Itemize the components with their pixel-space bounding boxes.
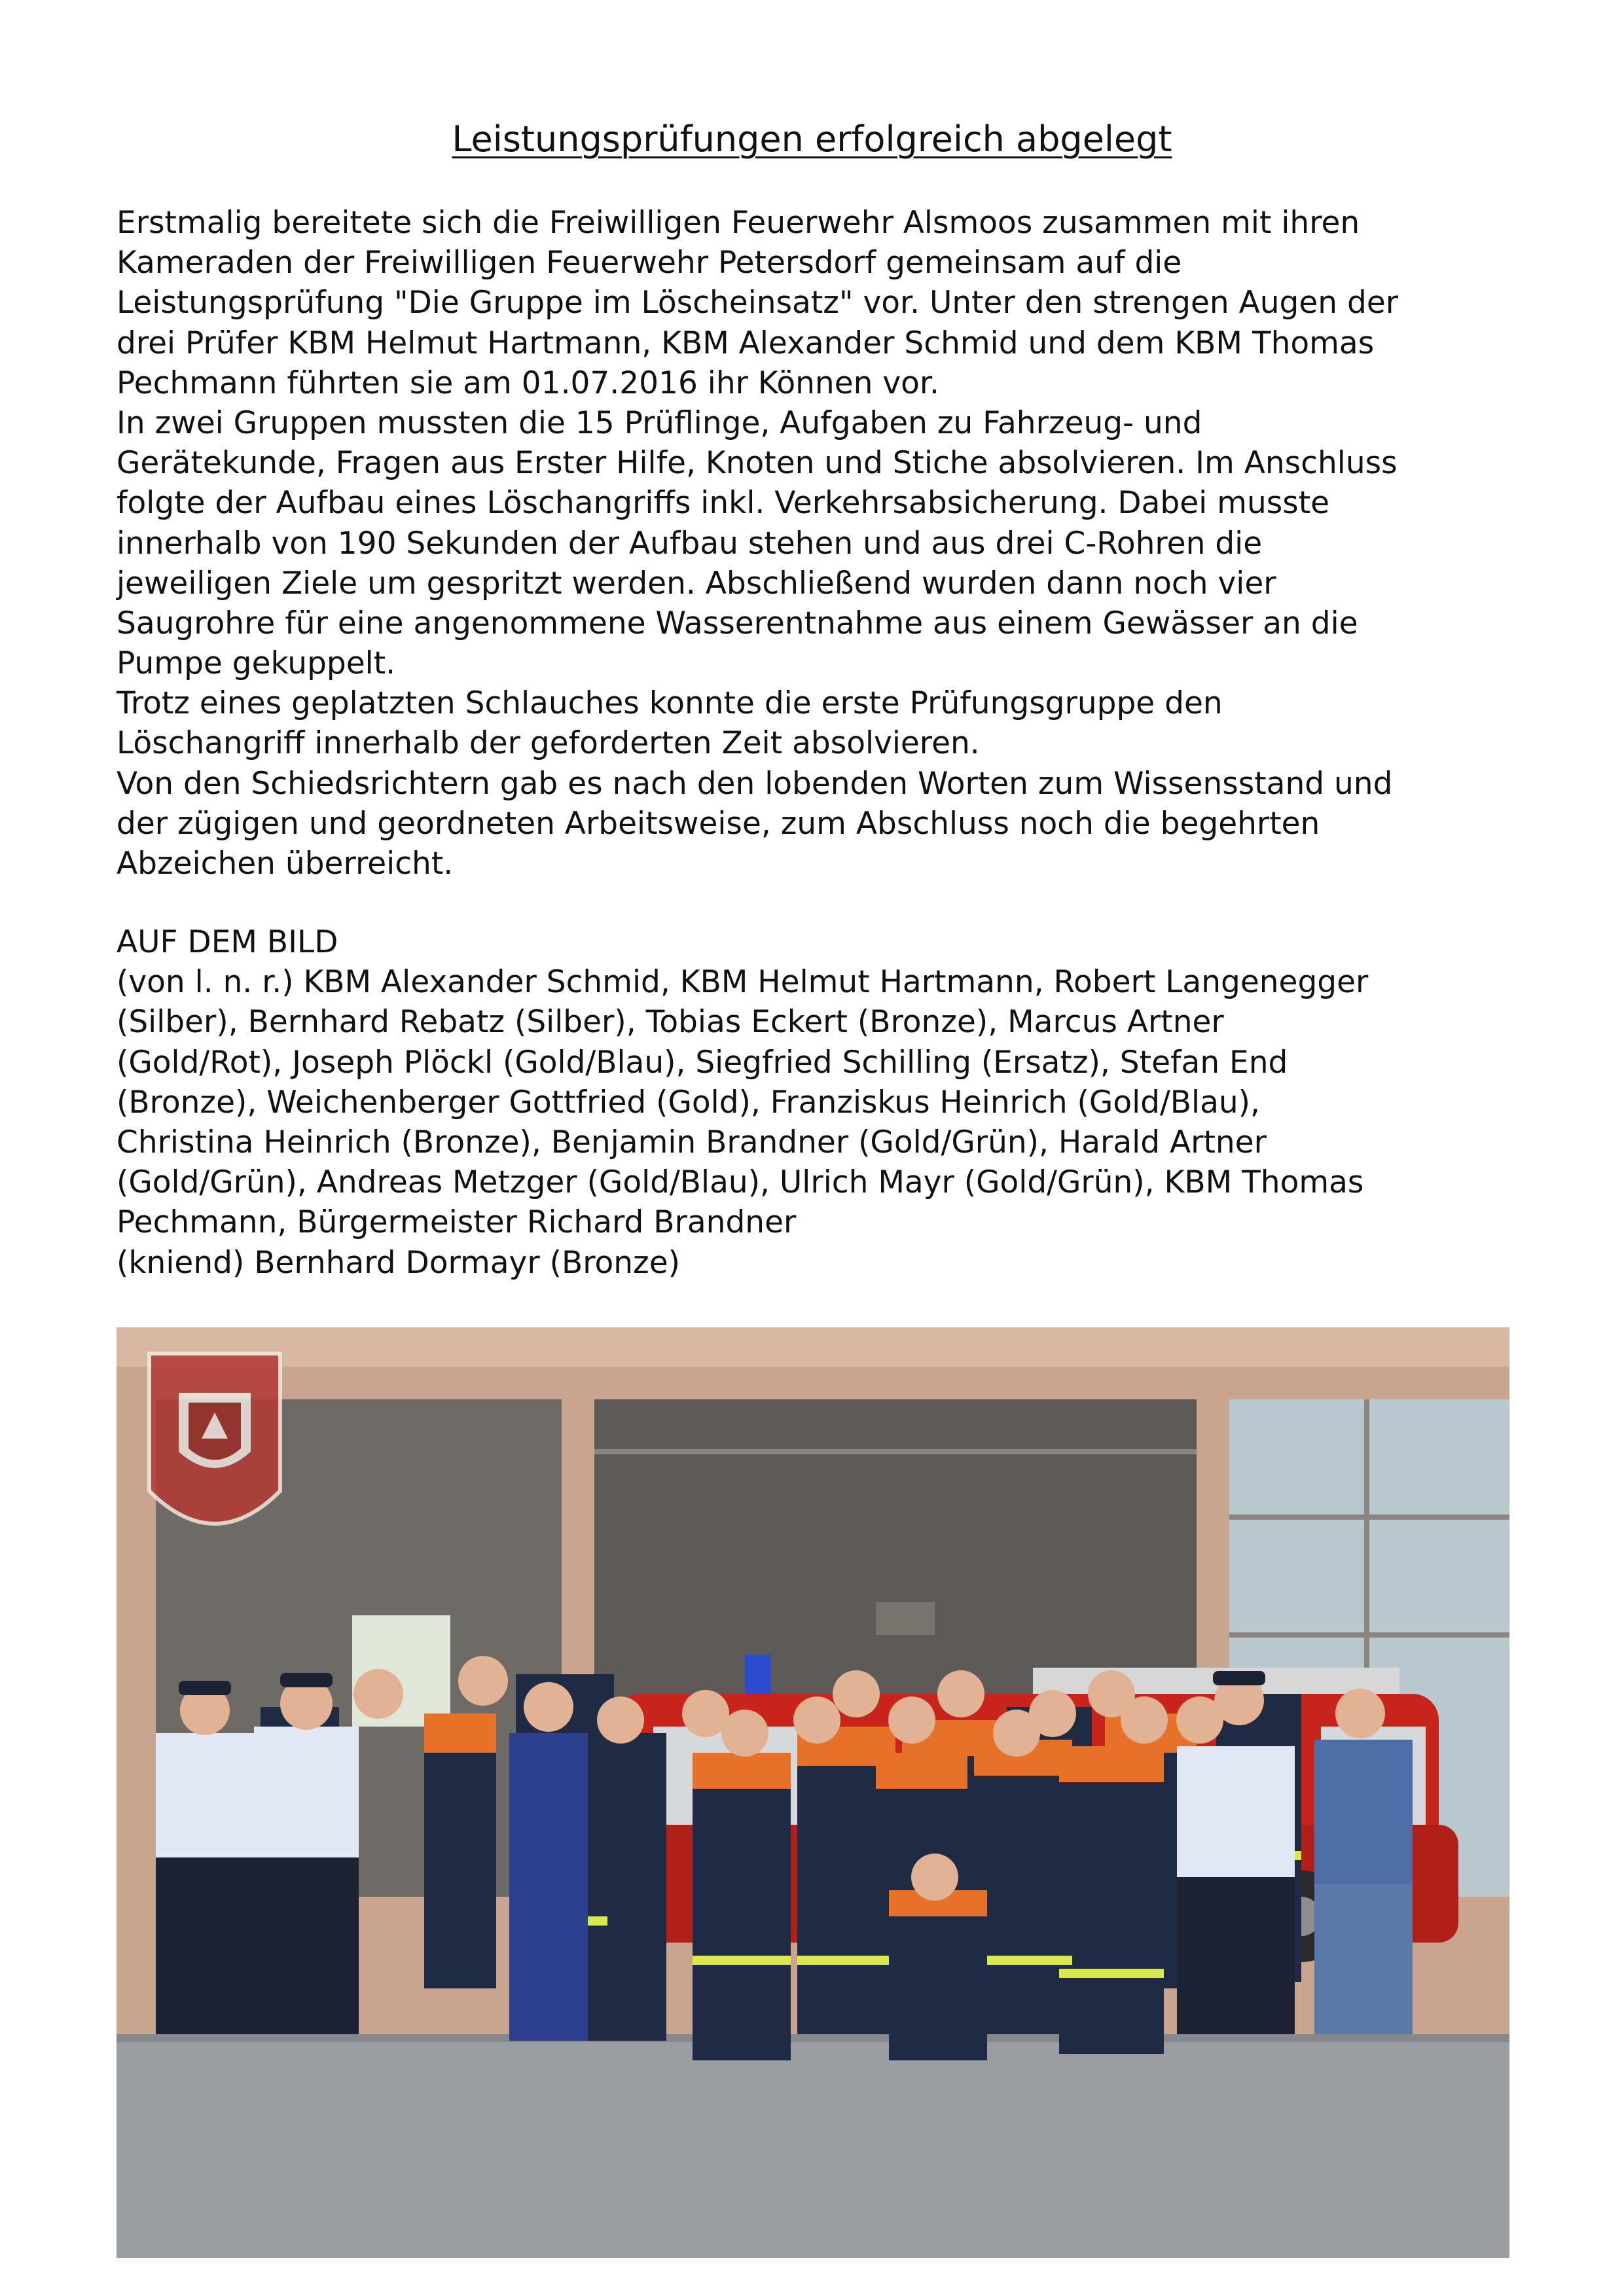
body-line: folgte der Aufbau eines Löschangriffs inkl. Verkehrsabsicherung. Dabei musste	[117, 485, 1330, 522]
caption-line: Christina Heinrich (Bronze), Benjamin Brandner (Gold/Grün), Harald Artner	[117, 1124, 1267, 1160]
body-line: Erstmalig bereitete sich die Freiwilligen Feuerwehr Alsmoos zusammen mit ihren	[117, 205, 1360, 241]
body-line: Löschangriff innerhalb der geforderten Zeit absolvieren.	[117, 725, 980, 762]
caption-line: (Gold/Rot), Joseph Plöckl (Gold/Blau), Siegfried Schilling (Ersatz), Stefan End	[117, 1044, 1288, 1081]
photo-caption	[117, 922, 1517, 1283]
caption-line: (kniend) Bernhard Dormayr (Bronze)	[117, 1244, 680, 1281]
body-line: innerhalb von 190 Sekunden der Aufbau stehen und aus drei C-Rohren die	[117, 525, 1263, 562]
group-photo-illustration	[117, 1327, 1509, 2258]
caption-line: Pechmann, Bürgermeister Richard Brandner	[117, 1204, 797, 1241]
page-title: Leistungsprüfungen erfolgreich abgelegt	[452, 118, 1172, 160]
caption-line: (Silber), Bernhard Rebatz (Silber), Tobias Eckert (Bronze), Marcus Artner	[117, 1004, 1224, 1041]
body-line: der zügigen und geordneten Arbeitsweise, zum Abschluss noch die begehrten	[117, 805, 1320, 842]
body-line: Abzeichen überreicht.	[117, 846, 454, 882]
article-body	[117, 203, 1517, 884]
body-line: In zwei Gruppen mussten die 15 Prüflinge, Aufgaben zu Fahrzeug- und	[117, 404, 1202, 441]
caption-heading: AUF DEM BILD	[117, 924, 338, 960]
caption-line: (von l. n. r.) KBM Alexander Schmid, KBM Helmut Hartmann, Robert Langenegger	[117, 964, 1369, 1001]
fire-brigade-logo	[149, 1354, 280, 1524]
caption-line: (Bronze), Weichenberger Gottfried (Gold), Franziskus Heinrich (Gold/Blau),	[117, 1084, 1260, 1121]
ground	[117, 2034, 1509, 2258]
body-line: Pechmann führten sie am 01.07.2016 ihr Können vor.	[117, 365, 939, 401]
body-line: Leistungsprüfung "Die Gruppe im Löscheinsatz" vor. Unter den strengen Augen der	[117, 285, 1399, 321]
body-line: Von den Schiedsrichtern gab es nach den lobenden Worten zum Wissensstand und	[117, 765, 1393, 802]
body-line: Kameraden der Freiwilligen Feuerwehr Petersdorf gemeinsam auf die	[117, 245, 1182, 281]
body-line: Trotz eines geplatzten Schlauches konnte die erste Prüfungsgruppe den	[117, 685, 1223, 722]
body-line: Pumpe gekuppelt.	[117, 645, 396, 682]
caption-line: (Gold/Grün), Andreas Metzger (Gold/Blau), Ulrich Mayr (Gold/Grün), KBM Thomas	[117, 1164, 1364, 1201]
body-line: Gerätekunde, Fragen aus Erster Hilfe, Knoten und Stiche absolvieren. Im Anschluss	[117, 445, 1398, 482]
body-line: jeweiligen Ziele um gespritzt werden. Abschließend wurden dann noch vier	[117, 565, 1276, 601]
group-photo	[117, 1327, 1509, 2258]
body-line: Saugrohre für eine angenommene Wasserentnahme aus einem Gewässer an die	[117, 605, 1358, 641]
body-line: drei Prüfer KBM Helmut Hartmann, KBM Alexander Schmid und dem KBM Thomas	[117, 325, 1375, 361]
